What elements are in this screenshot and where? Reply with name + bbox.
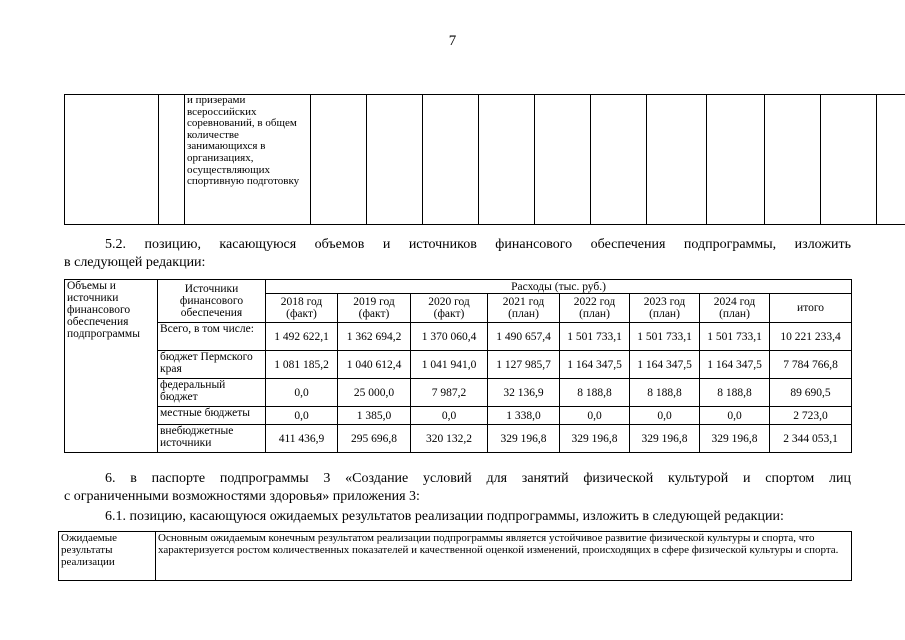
- value-cell: 7 987,2: [411, 379, 488, 407]
- value-cell: 1 385,0: [338, 407, 411, 425]
- source-cell: федеральный бюджет: [158, 379, 266, 407]
- value-cell: 2 344 053,1: [770, 425, 852, 453]
- paragraph-5-2-continued: в следующей редакции:: [64, 255, 206, 270]
- paragraph-6-1: 6.1. позицию, касающуюся ожидаемых результатов реализации подпрограммы, изложить в следующей редакции:: [105, 509, 784, 524]
- value-cell: 0,0: [560, 407, 630, 425]
- value-cell: 1 501 733,1: [560, 323, 630, 351]
- expenses-header: Расходы (тыс. руб.): [266, 280, 852, 294]
- value-cell: 1 040 612,4: [338, 351, 411, 379]
- results-text: Основным ожидаемым конечным результатом реализации подпрограммы является устойчивое развитие физической культуры и спорта, что характеризуется ростом количественных показателей и качественной оценкой изменений, происходящих в сфере физической культуры и спорта.: [156, 532, 852, 581]
- value-cell: 25 000,0: [338, 379, 411, 407]
- value-cell: 1 362 694,2: [338, 323, 411, 351]
- table-row: [65, 323, 852, 351]
- value-cell: 10 221 233,4: [770, 323, 852, 351]
- value-cell: 8 188,8: [630, 379, 700, 407]
- top-cell-indicator: [185, 95, 311, 225]
- source-cell: бюджет Пермского края: [158, 351, 266, 379]
- top-cell-empty: [423, 95, 479, 225]
- year-header: 2023 год (план): [630, 294, 700, 323]
- top-cell-empty: [65, 95, 159, 225]
- value-cell: 1 370 060,4: [411, 323, 488, 351]
- year-header: 2021 год (план): [488, 294, 560, 323]
- top-cell-empty: [367, 95, 423, 225]
- value-cell: 1 501 733,1: [700, 323, 770, 351]
- value-cell: 329 196,8: [488, 425, 560, 453]
- value-cell: 295 696,8: [338, 425, 411, 453]
- value-cell: 411 436,9: [266, 425, 338, 453]
- value-cell: 1 490 657,4: [488, 323, 560, 351]
- top-cell-empty: [707, 95, 765, 225]
- top-cell-empty: [765, 95, 821, 225]
- value-cell: 7 784 766,8: [770, 351, 852, 379]
- top-cell-empty: [647, 95, 707, 225]
- year-header: 2024 год (план): [700, 294, 770, 323]
- sources-header: Источники финансового обеспечения: [158, 280, 266, 323]
- paragraph-6-continued: с ограниченными возможностями здоровья» приложения 3:: [64, 489, 420, 504]
- top-cell-text: и призерами всероссийских соревнований, в общем количестве занимающихся в организациях, осуществляющих спортивную подготовку: [187, 94, 300, 188]
- year-header: 2019 год (факт): [338, 294, 411, 323]
- source-cell: Всего, в том числе:: [158, 323, 266, 351]
- table-row: [65, 351, 852, 379]
- table-row: [65, 407, 852, 425]
- value-cell: 0,0: [411, 407, 488, 425]
- value-cell: 1 164 347,5: [560, 351, 630, 379]
- top-cell-empty: [535, 95, 591, 225]
- results-label: Ожидаемые результаты реализации: [59, 532, 156, 581]
- top-cell-empty: [159, 95, 185, 225]
- total-header: итого: [770, 294, 852, 323]
- value-cell: 1 492 622,1: [266, 323, 338, 351]
- financing-label-cell: [65, 280, 158, 453]
- top-cell-empty: [821, 95, 877, 225]
- value-cell: 32 136,9: [488, 379, 560, 407]
- financing-label: Объемы и источники финансового обеспечения подпрограммы: [67, 280, 140, 340]
- value-cell: 1 127 985,7: [488, 351, 560, 379]
- year-header: 2018 год (факт): [266, 294, 338, 323]
- value-cell: 8 188,8: [700, 379, 770, 407]
- top-cell-empty: [311, 95, 367, 225]
- value-cell: 320 132,2: [411, 425, 488, 453]
- value-cell: 329 196,8: [700, 425, 770, 453]
- value-cell: 329 196,8: [630, 425, 700, 453]
- value-cell: 0,0: [630, 407, 700, 425]
- top-cell-empty: [877, 95, 905, 225]
- top-cell-empty: [591, 95, 647, 225]
- top-cell-empty: [479, 95, 535, 225]
- results-table: [58, 531, 852, 581]
- continued-indicator-table: [64, 94, 905, 225]
- table-row: [65, 425, 852, 453]
- financing-table: [64, 279, 852, 453]
- value-cell: 0,0: [266, 379, 338, 407]
- value-cell: 8 188,8: [560, 379, 630, 407]
- value-cell: 329 196,8: [560, 425, 630, 453]
- table-row: [65, 379, 852, 407]
- source-cell: внебюджетные источники: [158, 425, 266, 453]
- value-cell: 1 338,0: [488, 407, 560, 425]
- value-cell: 1 164 347,5: [700, 351, 770, 379]
- value-cell: 1 041 941,0: [411, 351, 488, 379]
- value-cell: 1 081 185,2: [266, 351, 338, 379]
- value-cell: 2 723,0: [770, 407, 852, 425]
- page-number: 7: [448, 33, 457, 49]
- value-cell: 0,0: [700, 407, 770, 425]
- value-cell: 1 164 347,5: [630, 351, 700, 379]
- year-header: 2022 год (план): [560, 294, 630, 323]
- value-cell: 89 690,5: [770, 379, 852, 407]
- value-cell: 0,0: [266, 407, 338, 425]
- paragraph-5-2: 5.2. позицию, касающуюся объемов и источников финансового обеспечения подпрограммы, изложить: [105, 237, 851, 252]
- source-cell: местные бюджеты: [158, 407, 266, 425]
- value-cell: 1 501 733,1: [630, 323, 700, 351]
- year-header: 2020 год (факт): [411, 294, 488, 323]
- paragraph-6: 6. в паспорте подпрограммы 3 «Создание условий для занятий физической культурой и спортом лиц: [105, 471, 851, 486]
